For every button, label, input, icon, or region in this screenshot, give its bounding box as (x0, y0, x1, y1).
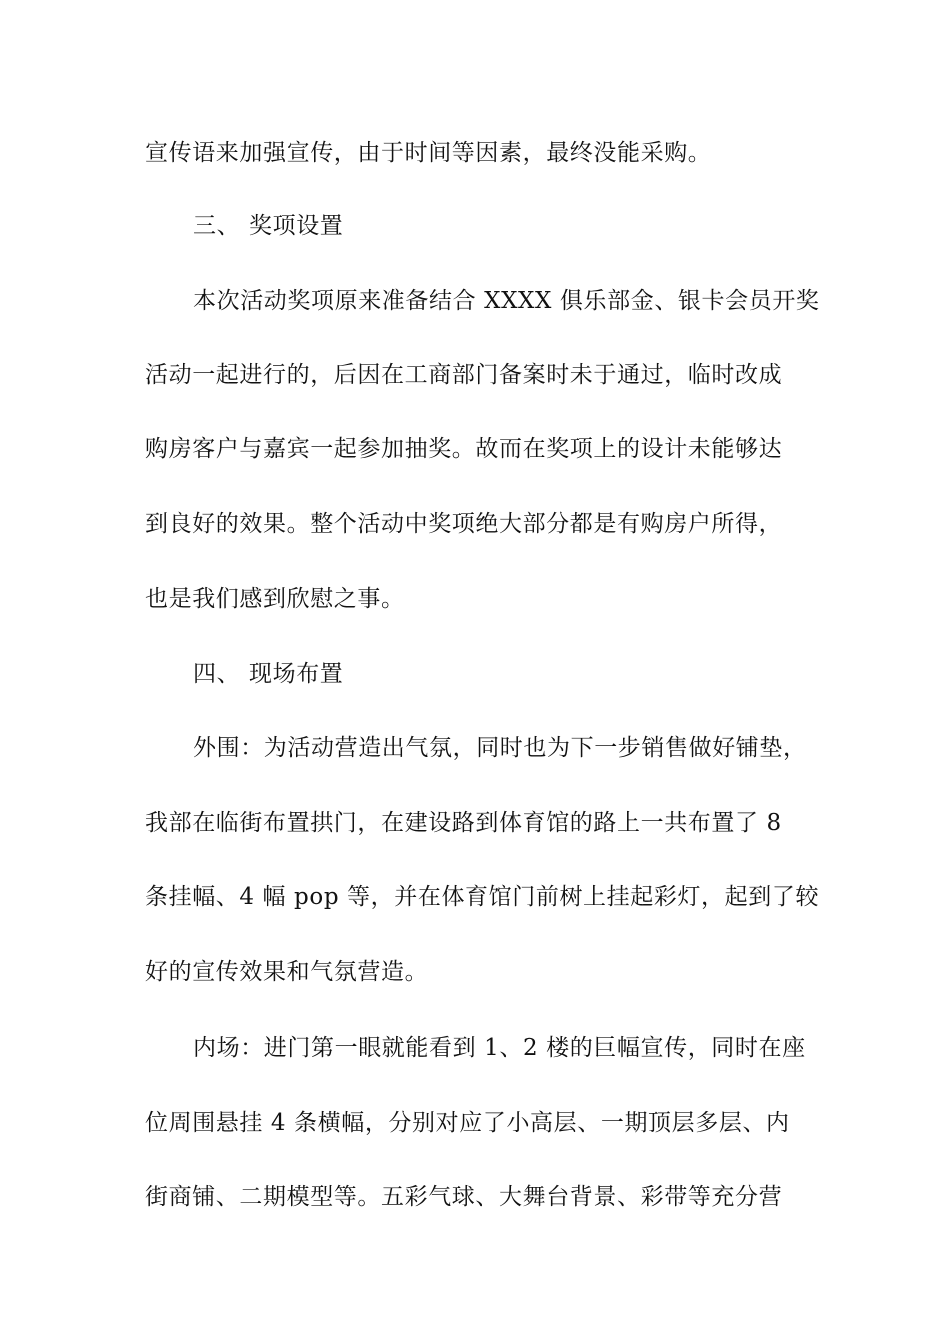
section-title: 奖项设置 (249, 213, 344, 239)
paragraph-line: 活动一起进行的，后因在工商部门备案时未于通过，临时改成 (145, 362, 783, 388)
paragraph-line: 购房客户与嘉宾一起参加抽奖。故而在奖项上的设计未能够达 (145, 436, 783, 462)
paragraph-line: 外围：为活动营造出气氛，同时也为下一步销售做好铺垫， (193, 735, 807, 761)
paragraph-line: 我部在临街布置拱门，在建设路到体育馆的路上一共布置了 8 (145, 810, 782, 836)
paragraph-line: 宣传语来加强宣传，由于时间等因素，最终没能采购。 (145, 140, 712, 166)
paragraph-line: 本次活动奖项原来准备结合 XXXX 俱乐部金、银卡会员开奖 (193, 288, 820, 314)
section-heading-awards (193, 209, 863, 243)
paragraph-line: 内场：进门第一眼就能看到 1、2 楼的巨幅宣传，同时在座 (193, 1035, 806, 1061)
section-number: 三、 (193, 213, 241, 239)
paragraph-line: 好的宣传效果和气氛营造。 (145, 959, 429, 985)
section-heading-site-layout (193, 657, 863, 691)
paragraph-line: 也是我们感到欣慰之事。 (145, 586, 405, 612)
paragraph-line: 到良好的效果。整个活动中奖项绝大部分都是有购房户所得， (145, 511, 783, 537)
paragraph-line: 街商铺、二期模型等。五彩气球、大舞台背景、彩带等充分营 (145, 1184, 783, 1210)
paragraph-line: 条挂幅、4 幅 pop 等，并在体育馆门前树上挂起彩灯，起到了较 (145, 884, 820, 910)
section-title: 现场布置 (249, 661, 344, 687)
section-number: 四、 (193, 661, 241, 687)
paragraph-line: 位周围悬挂 4 条横幅，分别对应了小高层、一期顶层多层、内 (145, 1110, 790, 1136)
